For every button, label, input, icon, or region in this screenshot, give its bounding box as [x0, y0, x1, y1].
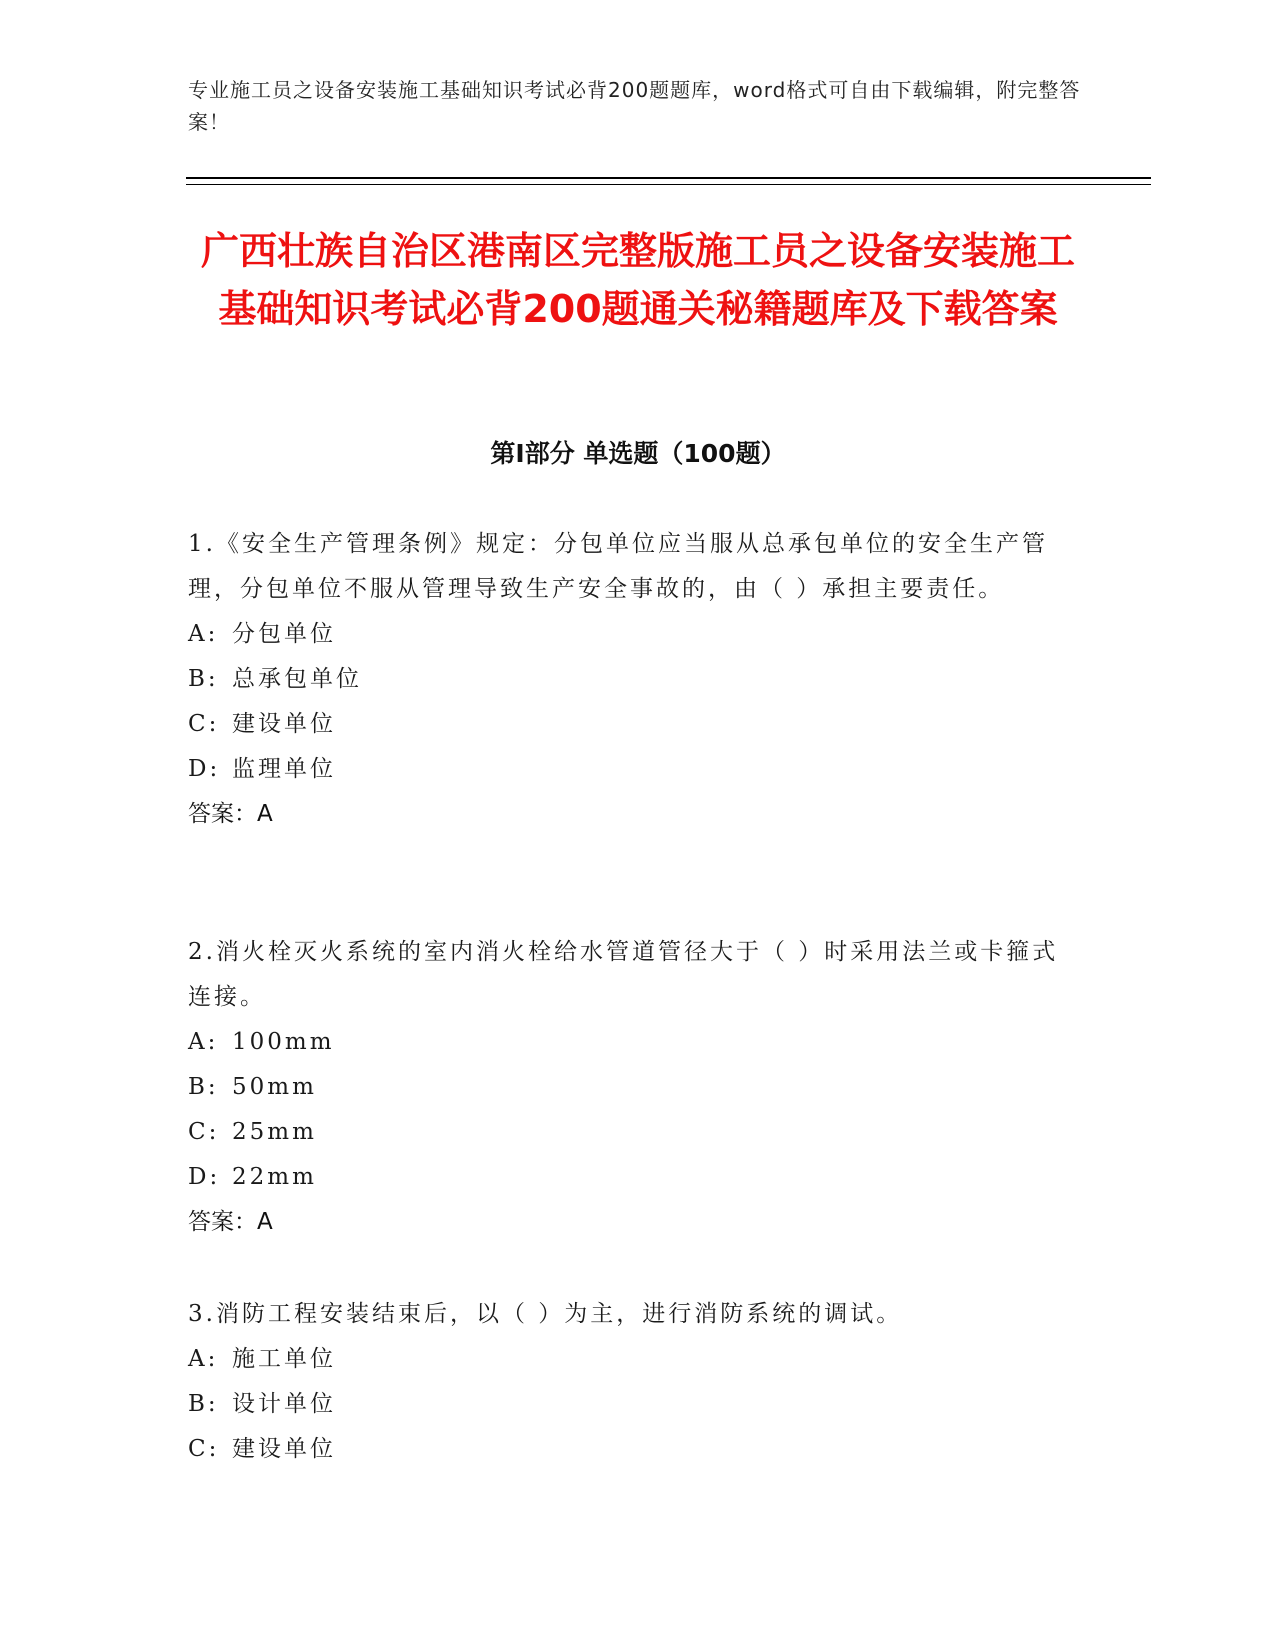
- question-1: [188, 522, 1068, 837]
- option-c: [188, 1427, 1068, 1472]
- option-d: [188, 1155, 1068, 1200]
- option-a: [188, 1020, 1068, 1065]
- option-text: 50mm: [232, 1074, 317, 1100]
- option-text: 建设单位: [232, 711, 336, 737]
- option-c: [188, 702, 1068, 747]
- option-a: [188, 612, 1068, 657]
- header-rule-thin: [186, 184, 1151, 185]
- option-key: C:: [188, 1436, 220, 1462]
- question-stem: 2.消火栓灭火系统的室内消火栓给水管道管径大于（ ）时采用法兰或卡箍式连接。: [188, 939, 1059, 1010]
- option-d: [188, 747, 1068, 792]
- option-text: 施工单位: [232, 1346, 336, 1372]
- option-c: [188, 1110, 1068, 1155]
- option-b: [188, 1065, 1068, 1110]
- section-heading: 第Ⅰ部分 单选题（100题）: [490, 439, 786, 468]
- option-key: C:: [188, 1119, 220, 1145]
- option-key: D:: [188, 1164, 221, 1190]
- option-a: [188, 1337, 1068, 1382]
- option-key: B:: [188, 666, 219, 692]
- question-3: [188, 1292, 1068, 1472]
- option-key: A:: [188, 1346, 219, 1372]
- option-text: 总承包单位: [232, 666, 362, 692]
- option-key: D:: [188, 756, 221, 782]
- question-stem: 3.消防工程安装结束后，以（ ）为主，进行消防系统的调试。: [188, 1301, 903, 1327]
- answer-line: 答案：A: [188, 1209, 273, 1235]
- option-text: 设计单位: [232, 1391, 336, 1417]
- answer-line: 答案：A: [188, 801, 273, 827]
- option-text: 100mm: [232, 1029, 335, 1055]
- option-b: [188, 1382, 1068, 1427]
- question-stem: 1.《安全生产管理条例》规定：分包单位应当服从总承包单位的安全生产管理，分包单位不服从管理导致生产安全事故的，由（ ）承担主要责任。: [188, 531, 1048, 602]
- option-key: C:: [188, 711, 220, 737]
- header-rule-thick: [186, 177, 1151, 179]
- document-title: 广西壮族自治区港南区完整版施工员之设备安装施工基础知识考试必背200题通关秘籍题库及下载答案: [200, 229, 1075, 331]
- option-text: 监理单位: [232, 756, 336, 782]
- option-key: A:: [188, 1029, 219, 1055]
- option-text: 22mm: [232, 1164, 317, 1190]
- option-text: 建设单位: [232, 1436, 336, 1462]
- option-key: B:: [188, 1391, 219, 1417]
- option-b: [188, 657, 1068, 702]
- option-key: B:: [188, 1074, 219, 1100]
- option-key: A:: [188, 621, 219, 647]
- option-text: 25mm: [232, 1119, 317, 1145]
- option-text: 分包单位: [232, 621, 336, 647]
- question-2: [188, 930, 1068, 1245]
- header-note: 专业施工员之设备安装施工基础知识考试必背200题题库，word格式可自由下载编辑，附完整答案！: [188, 78, 1081, 134]
